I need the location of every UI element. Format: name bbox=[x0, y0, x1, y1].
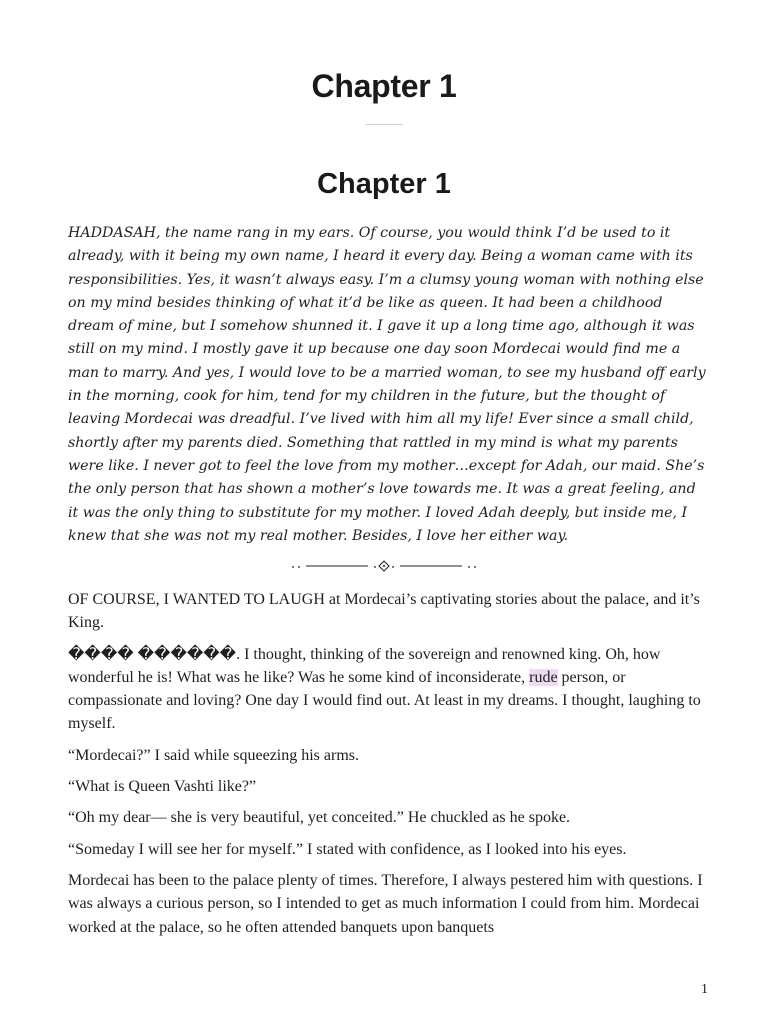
page-title: Chapter 1 bbox=[311, 68, 457, 104]
paragraph-text: person, or compassionate and loving? One day I would find out. At least in my dreams. I thought, laughing to myself. bbox=[68, 668, 701, 733]
chapter-body bbox=[68, 588, 708, 947]
paragraph: “What is Queen Vashti like?” bbox=[68, 778, 257, 796]
paragraph bbox=[68, 643, 708, 736]
paragraph: “Someday I will see her for myself.” I stated with confidence, as I looked into his eyes. bbox=[68, 840, 627, 858]
chapter-heading: Chapter 1 bbox=[317, 168, 451, 200]
paragraph: Mordecai has been to the palace plenty of times. Therefore, I always pestered him with questions. I was always a curious person, so I intended to get as much information I could from him. Mordecai worked at the palace, so he often attended banquets upon banquets bbox=[68, 871, 703, 936]
paragraph-text: ���� ������. I thought, thinking of the sovereign and renowned king. Oh, how wonderful he is! What was he like? Was he some kind of inconsiderate, bbox=[68, 645, 661, 686]
paragraph: “Oh my dear— she is very beautiful, yet conceited.” He chuckled as he spoke. bbox=[68, 809, 571, 827]
paragraph: OF COURSE, I WANTED TO LAUGH at Mordecai’s captivating stories about the palace, and it’s King. bbox=[68, 591, 700, 632]
page-number: 1 bbox=[701, 982, 708, 997]
paragraph: “Mordecai?” I said while squeezing his arms. bbox=[68, 746, 360, 764]
intro-paragraph: HADDASAH, the name rang in my ears. Of course, you would think I’d be used to it already, with it being my own name, I heard it every day. Being a woman came with its responsibilities. Yes, it wasn’t always easy. I’m a clumsy young woman with nothing else on my mind besides thinking of what it’d be like as queen. It had been a childhood dream of mine, but I somehow shunned it. I gave it up a long time ago, although it was still on my mind. I mostly gave it up because one day soon Mordecai would find me a man to marry. And yes, I would love to be a married woman, to see my husband off early in the morning, cook for him, tend for my children in the future, but the thought of leaving Mordecai was dreadful. I’ve lived with him all my life! Ever since a small child, shortly after my parents died. Something that rattled in my mind is what my parents were like. I never got to feel the love from my mother…except for Adah, our maid. She’s the only person that has shown a mother’s love towards me. It was a great feeling, and it was the only thing to substitute for my mother. I loved Adah deeply, but inside me, I knew that she was not my real mother. Besides, I love her either way. bbox=[68, 225, 706, 544]
ornamental-separator bbox=[288, 557, 480, 575]
title-divider bbox=[366, 124, 403, 125]
highlighted-word[interactable]: rude bbox=[529, 668, 558, 686]
